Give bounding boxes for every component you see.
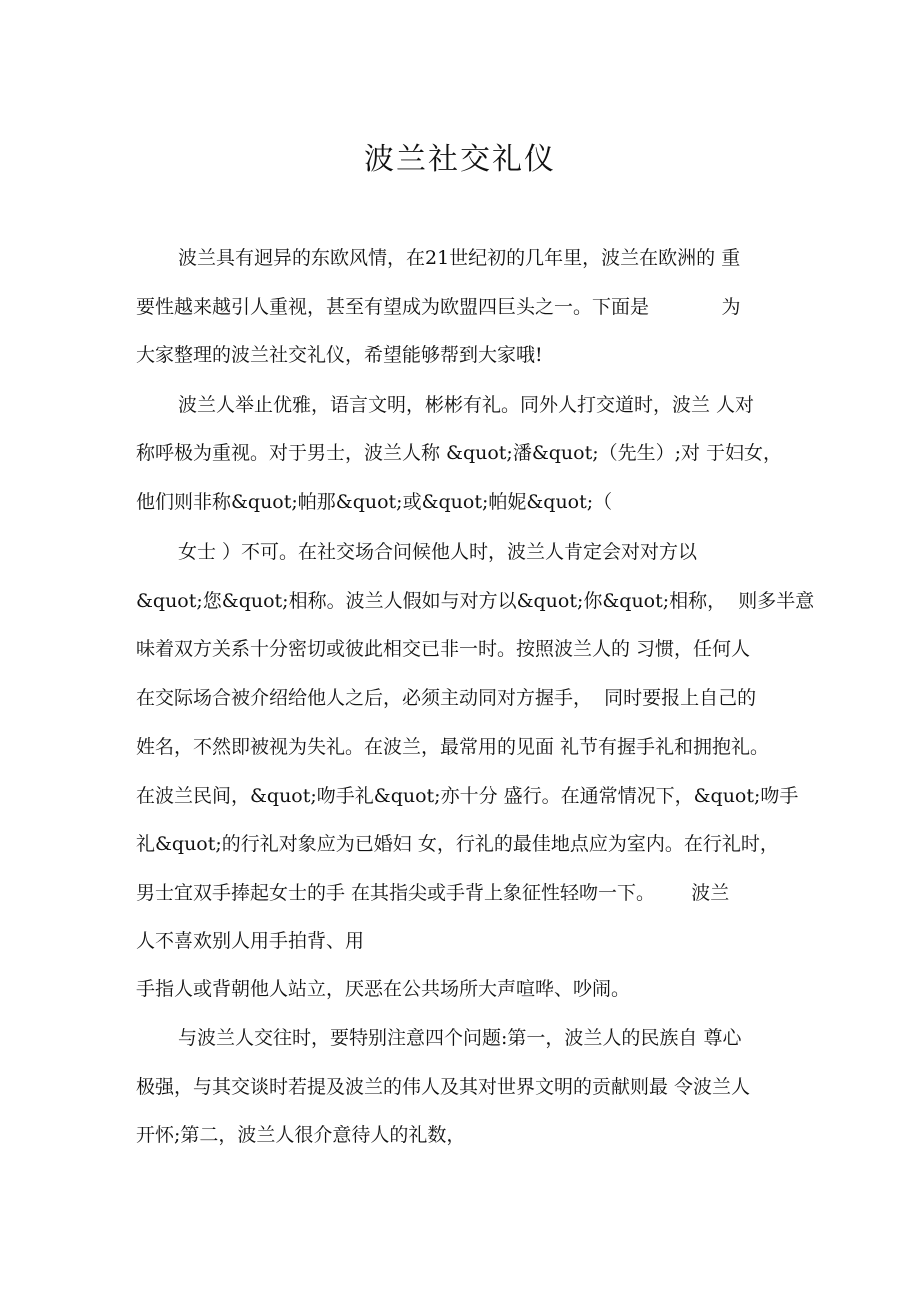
text-line: 男士宜双手捧起女士的手 在其指尖或手背上象征性轻吻一下。 波兰 (136, 882, 730, 904)
text-line: 姓名，不然即被视为失礼。在波兰，最常用的见面 礼节有握手礼和拥抱礼。 (136, 736, 770, 758)
document-title: 波兰社交礼仪 (364, 142, 556, 177)
text-line: 波兰人举止优雅，语言文明，彬彬有礼。同外人打交道时，波兰 人对 (178, 394, 755, 416)
text-line: 大家整理的波兰社交礼仪，希望能够帮到大家哦! (136, 344, 543, 366)
text-line: 与波兰人交往时，要特别注意四个问题:第一，波兰人的民族自 尊心 (178, 1027, 742, 1049)
text-line: 极强，与其交谈时若提及波兰的伟人及其对世界文明的贡献则最 令波兰人 (136, 1076, 751, 1098)
text-line: 在交际场合被介绍给他人之后，必须主动同对方握手， 同时要报上自己的 (136, 687, 757, 709)
text-line: 礼&quot;的行礼对象应为已婚妇 女，行礼的最佳地点应为室内。在行礼时， (136, 833, 779, 855)
text-line: 要性越来越引人重视，甚至有望成为欧盟四巨头之一。下面是 为 (136, 296, 741, 318)
text-line: 波兰具有迥异的东欧风情，在21世纪初的几年里，波兰在欧洲的 重 (178, 247, 741, 269)
text-line: 在波兰民间，&quot;吻手礼&quot;亦十分 盛行。在通常情况下，&quot;吻手 (136, 785, 799, 807)
text-line: &quot;您&quot;相称。波兰人假如与对方以&quot;你&quot;相称， 则多半意 (136, 590, 815, 612)
text-line: 他们则非称&quot;帕那&quot;或&quot;帕妮&quot;（ (136, 491, 613, 513)
text-line: 女士 ）不可。在社交场合问候他人时，波兰人肯定会对对方以 (178, 541, 698, 563)
text-line: 味着双方关系十分密切或彼此相交已非一时。按照波兰人的 习惯，任何人 (136, 638, 751, 660)
text-line: 人不喜欢别人用手拍背、用 (136, 930, 365, 952)
text-line: 称呼极为重视。对于男士，波兰人称 &quot;潘&quot;（先生）;对 于妇女， (136, 442, 783, 464)
text-line: 开怀;第二，波兰人很介意待人的礼数， (136, 1124, 466, 1146)
text-line: 手指人或背朝他人站立，厌恶在公共场所大声喧哗、吵闹。 (136, 978, 631, 1000)
